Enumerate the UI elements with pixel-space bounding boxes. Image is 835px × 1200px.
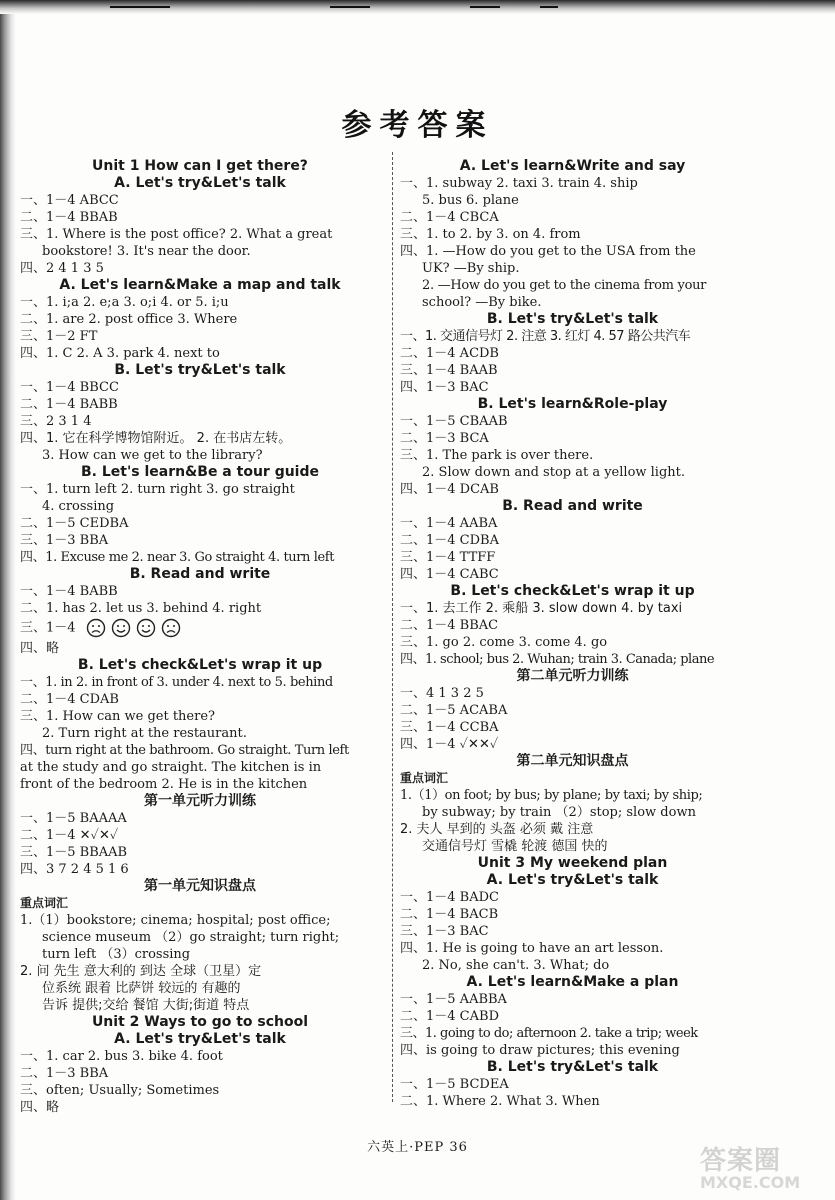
answer-line: 三、1－5 BBAAB (20, 844, 128, 860)
answer-line: 2. Turn right at the restaurant. (42, 725, 247, 741)
scan-left-edge (0, 0, 16, 1200)
vocab-heading: 重点词汇 (20, 895, 69, 910)
vocab-heading: 重点词汇 (400, 771, 449, 785)
page-title: 参考答案 (341, 108, 494, 143)
answer-line: 三、1. How can we get there? (20, 708, 215, 724)
answer-line: 2. 问 先生 意大利的 到达 全球（卫星）定 (20, 963, 262, 979)
answer-line: 一、1. i;a 2. e;a 3. o;i 4. or 5. i;u (20, 295, 229, 310)
answer-line: 三、1. to 2. by 3. on 4. from (400, 227, 581, 242)
answer-line: 四、略 (20, 1099, 60, 1115)
answer-line: 二、1－4 CABD (400, 1009, 499, 1024)
answer-line: 二、1－4 ACDB (400, 346, 499, 361)
answer-line-faces (20, 617, 380, 640)
watermark-top: 答案圈 (700, 1146, 782, 1176)
section-heading: B. Read and write (502, 498, 643, 514)
section-heading: B. Let's check&Let's wrap it up (77, 656, 323, 673)
answer-line: 三、1－3 BBA (20, 533, 109, 548)
answer-line: 三、1－2 FT (20, 329, 98, 344)
answer-line: 一、1－4 AABA (400, 516, 498, 531)
answer-line: school? —By bike. (422, 295, 542, 310)
unit-heading: Unit 3 My weekend plan (477, 855, 668, 871)
answer-line: 一、1. subway 2. taxi 3. train 4. ship (400, 176, 638, 191)
answer-line: science museum （2）go straight; turn right; (42, 929, 340, 945)
answer-line: 二、1－5 CEDBA (20, 516, 129, 531)
answer-line: 一、4 1 3 2 5 (400, 686, 484, 701)
answer-line: 二、1－4 CDBA (400, 533, 499, 548)
answer-line: 二、1－4 CDAB (20, 691, 119, 707)
answer-line: 三、2 3 1 4 (20, 414, 92, 429)
answer-line: 四、1－4 CABC (400, 567, 499, 582)
answer-line: 一、1. turn left 2. turn right 3. go straight (20, 482, 295, 497)
answer-line: 一、1. car 2. bus 3. bike 4. foot (20, 1048, 223, 1064)
answer-line: 三、often; Usually; Sometimes (20, 1082, 220, 1098)
answer-line: 4. crossing (42, 499, 115, 514)
answer-line: 四、1. C 2. A 3. park 4. next to (20, 346, 220, 361)
answer-line: 三、1－4 CCBA (400, 720, 499, 735)
answer-line: 四、略 (20, 640, 60, 656)
scan-top-edge (0, 0, 835, 14)
answer-line: turn left （3）crossing (42, 946, 191, 962)
answer-line: 四、1. He is going to have an art lesson. (400, 941, 664, 956)
section-heading: A. Let's try&Let's talk (114, 175, 286, 191)
answer-line: 三、1. The park is over there. (400, 448, 594, 463)
answer-line: 四、1. 它在科学博物馆附近。 2. 在书店左转。 (20, 431, 292, 446)
answer-line: 1.（1）bookstore; cinema; hospital; post office; (20, 912, 331, 928)
section-heading: A. Let's learn&Make a plan (466, 974, 679, 990)
answer-line: 2. No, she can't. 3. What; do (422, 958, 610, 973)
section-heading: A. Let's learn&Make a map and talk (59, 277, 341, 293)
answer-line: 一、1－4 BBCC (20, 380, 119, 395)
section-heading: 第一单元知识盘点 (144, 877, 256, 894)
section-heading: 第二单元听力训练 (516, 668, 629, 684)
answer-line: 一、1－4 BADC (400, 890, 499, 905)
answer-line: 二、1－4 CBCA (400, 210, 499, 225)
section-heading: B. Read and write (129, 566, 271, 582)
happy-face-icon (136, 618, 156, 638)
answer-line: 三、1－4 BAAB (400, 363, 498, 378)
answer-line: 一、1－5 BAAAA (20, 810, 127, 826)
right-column (400, 158, 745, 1110)
answer-line: 四、1. Excuse me 2. near 3. Go straight 4. turn left (20, 550, 335, 565)
answer-line: 四、1－3 BAC (400, 380, 489, 395)
answer-line: bookstore! 3. It's near the door. (42, 244, 251, 259)
sad-face-icon (161, 618, 181, 638)
answer-line: 二、1－4 BACB (400, 907, 499, 922)
answer-line: 四、is going to draw pictures; this evening (400, 1043, 680, 1058)
answer-line: 一、1－5 BCDEA (400, 1077, 509, 1092)
section-heading: B. Let's try&Let's talk (114, 362, 286, 378)
answer-line: 一、1. 交通信号灯 2. 注意 3. 红灯 4. 57 路公共汽车 (400, 329, 691, 344)
answer-line: 位系统 跟着 比萨饼 较远的 有趣的 (42, 980, 241, 996)
page-footer: 六英上·PEP 36 (367, 1140, 468, 1155)
answer-line: 三、1－3 BAC (400, 924, 489, 939)
answer-line: 二、1. Where 2. What 3. When (400, 1094, 600, 1109)
section-heading: 第二单元知识盘点 (516, 753, 629, 769)
answer-line: 2. Slow down and stop at a yellow light. (422, 465, 686, 480)
answer-line: 四、turn right at the bathroom. Go straight. Turn left (20, 742, 349, 758)
answer-line: 三、1. going to do; afternoon 2. take a trip; week (400, 1026, 698, 1041)
answer-line: 四、1－4 ✓✕✕✓ (400, 737, 499, 752)
answer-line: 一、1－5 AABBA (400, 992, 507, 1007)
answer-line: 三、1. go 2. come 3. come 4. go (400, 635, 608, 650)
answer-line: 四、1. —How do you get to the USA from the (400, 244, 696, 259)
answer-line: 2. 夫人 早到的 头盔 必须 戴 注意 (400, 822, 594, 837)
unit-heading: Unit 1 How can I get there? (92, 158, 308, 174)
faces-group (86, 617, 182, 639)
answer-line: 四、2 4 1 3 5 (20, 261, 104, 276)
answer-line: 二、1. are 2. post office 3. Where (20, 312, 238, 327)
section-heading: A. Let's try&Let's talk (486, 872, 659, 888)
sad-face-icon (86, 618, 106, 638)
answer-line: at the study and go straight. The kitchen is in (20, 759, 322, 775)
answer-line: 二、1－4 BBAB (20, 210, 118, 225)
watermark-bottom: MXQE.COM (700, 1173, 801, 1192)
answer-line: 一、1－4 ABCC (20, 193, 119, 208)
answer-line: 二、1－4 BABB (20, 397, 118, 412)
answer-line: 二、1－4 BBAC (400, 618, 499, 633)
answer-line: 二、1. has 2. let us 3. behind 4. right (20, 601, 262, 616)
happy-face-icon (111, 618, 131, 638)
answer-line: 1.（1）on foot; by bus; by plane; by taxi; by ship; (400, 788, 703, 803)
column-divider (392, 152, 393, 1102)
answer-line: 二、1－4 ✕✓✕✓ (20, 827, 119, 843)
answer-line: UK? —By ship. (422, 261, 520, 276)
answer-line: 四、1. school; bus 2. Wuhan; train 3. Canada; plane (400, 652, 715, 667)
answer-line: 一、1－4 BABB (20, 584, 118, 599)
section-heading: 第一单元听力训练 (144, 792, 256, 809)
left-column (20, 158, 380, 1116)
section-heading: A. Let's try&Let's talk (114, 1030, 286, 1047)
section-heading: B. Let's learn&Be a tour guide (80, 464, 319, 480)
answer-line: by subway; by train （2）stop; slow down (422, 805, 696, 820)
section-heading: B. Let's learn&Role-play (477, 396, 668, 412)
watermark-logo (700, 1140, 830, 1195)
section-heading: B. Let's try&Let's talk (486, 1059, 659, 1075)
answer-line: 2. —How do you get to the cinema from your (422, 278, 707, 293)
answer-line: 三、1. Where is the post office? 2. What a great (20, 227, 333, 242)
answer-line: front of the bedroom 2. He is in the kitchen (20, 776, 308, 792)
answer-line: 四、1－4 DCAB (400, 482, 499, 497)
answer-line: 告诉 提供;交给 餐馆 大街;街道 特点 (42, 997, 250, 1013)
unit-heading: Unit 2 Ways to go to school (91, 1013, 309, 1030)
answer-line: 交通信号灯 雪橇 轮渡 德国 快的 (422, 839, 608, 854)
section-heading: B. Let's check&Let's wrap it up (450, 583, 695, 599)
answer-line: 一、1. in 2. in front of 3. under 4. next to 5. behind (20, 674, 333, 690)
answer-line: 四、3 7 2 4 5 1 6 (20, 861, 129, 877)
answer-line: 一、1. 去工作 2. 乘船 3. slow down 4. by taxi (400, 601, 683, 616)
answer-line: 三、1－4 TTFF (400, 550, 496, 565)
answer-line: 二、1－5 ACABA (400, 703, 508, 718)
answer-label: 三、1－4 (20, 620, 76, 636)
answer-line: 5. bus 6. plane (422, 193, 519, 208)
answer-line: 二、1－3 BBA (20, 1065, 109, 1081)
section-heading: A. Let's learn&Write and say (459, 158, 686, 174)
answer-line: 3. How can we get to the library? (42, 448, 263, 463)
answer-line: 二、1－3 BCA (400, 431, 489, 446)
answer-line: 一、1－5 CBAAB (400, 414, 508, 429)
section-heading: B. Let's try&Let's talk (486, 311, 659, 327)
